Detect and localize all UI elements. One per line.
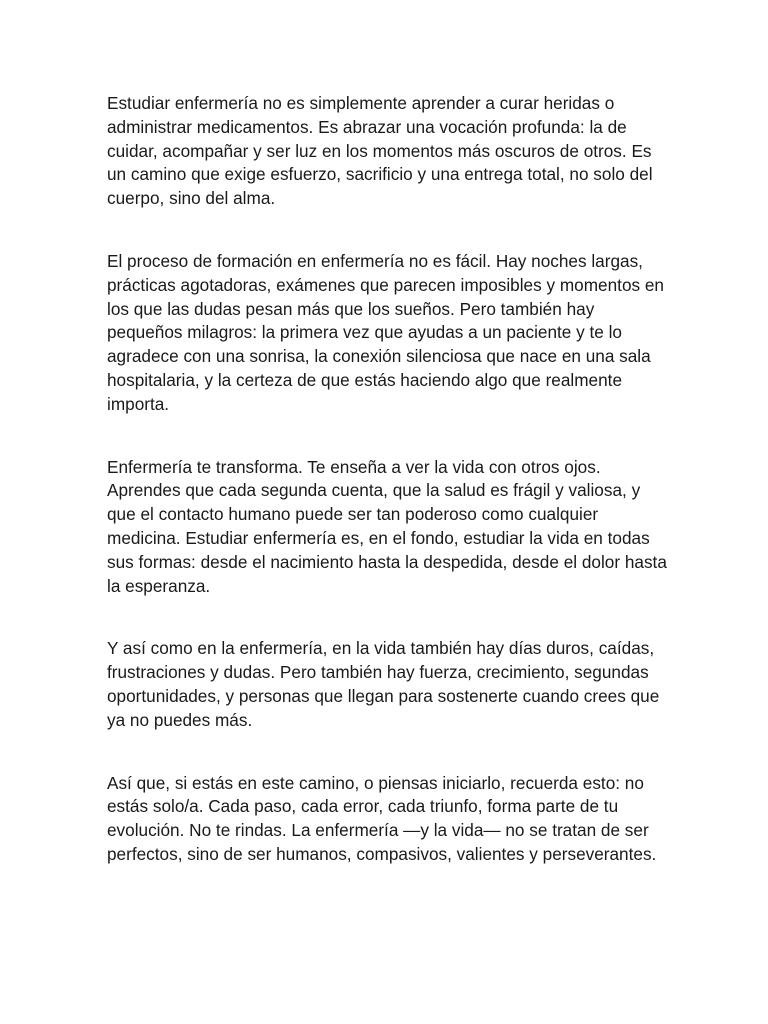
paragraph-5: Así que, si estás en este camino, o piensas iniciarlo, recuerda esto: no estás solo/a. Cada paso, cada error, cada triunfo, forma parte de tu evolución. No te rindas. La enfermería —y la vida— no se tratan de ser perfectos, sino de ser humanos, compasivos, valientes y perseverantes. (107, 772, 657, 864)
document-body (107, 92, 667, 867)
paragraph-1: Estudiar enfermería no es simplemente aprender a curar heridas o administrar medicamentos. Es abrazar una vocación profunda: la de cuidar, acompañar y ser luz en los momentos más oscuros de otros. Es un camino que exige esfuerzo, sacrificio y una entrega total, no solo del cuerpo, sino del alma. (107, 93, 653, 209)
paragraph-3: Enfermería te transforma. Te enseña a ver la vida con otros ojos. Aprendes que cada segunda cuenta, que la salud es frágil y valiosa, y que el contacto humano puede ser tan poderoso como cualquier medicina. Estudiar enfermería es, en el fondo, estudiar la vida en todas sus formas: desde el nacimiento hasta la despedida, desde el dolor hasta la esperanza. (107, 456, 667, 596)
paragraph-4: Y así como en la enfermería, en la vida también hay días duros, caídas, frustraciones y dudas. Pero también hay fuerza, crecimiento, segundas oportunidades, y personas que llegan para sostenerte cuando crees que ya no puedes más. (107, 638, 660, 730)
paragraph-2: El proceso de formación en enfermería no es fácil. Hay noches largas, prácticas agotadoras, exámenes que parecen imposibles y momentos en los que las dudas pesan más que los sueños. Pero también hay pequeños milagros: la primera vez que ayudas a un paciente y te lo agradece con una sonrisa, la conexión silenciosa que nace en una sala hospitalaria, y la certeza de que estás haciendo algo que realmente importa. (107, 250, 664, 414)
